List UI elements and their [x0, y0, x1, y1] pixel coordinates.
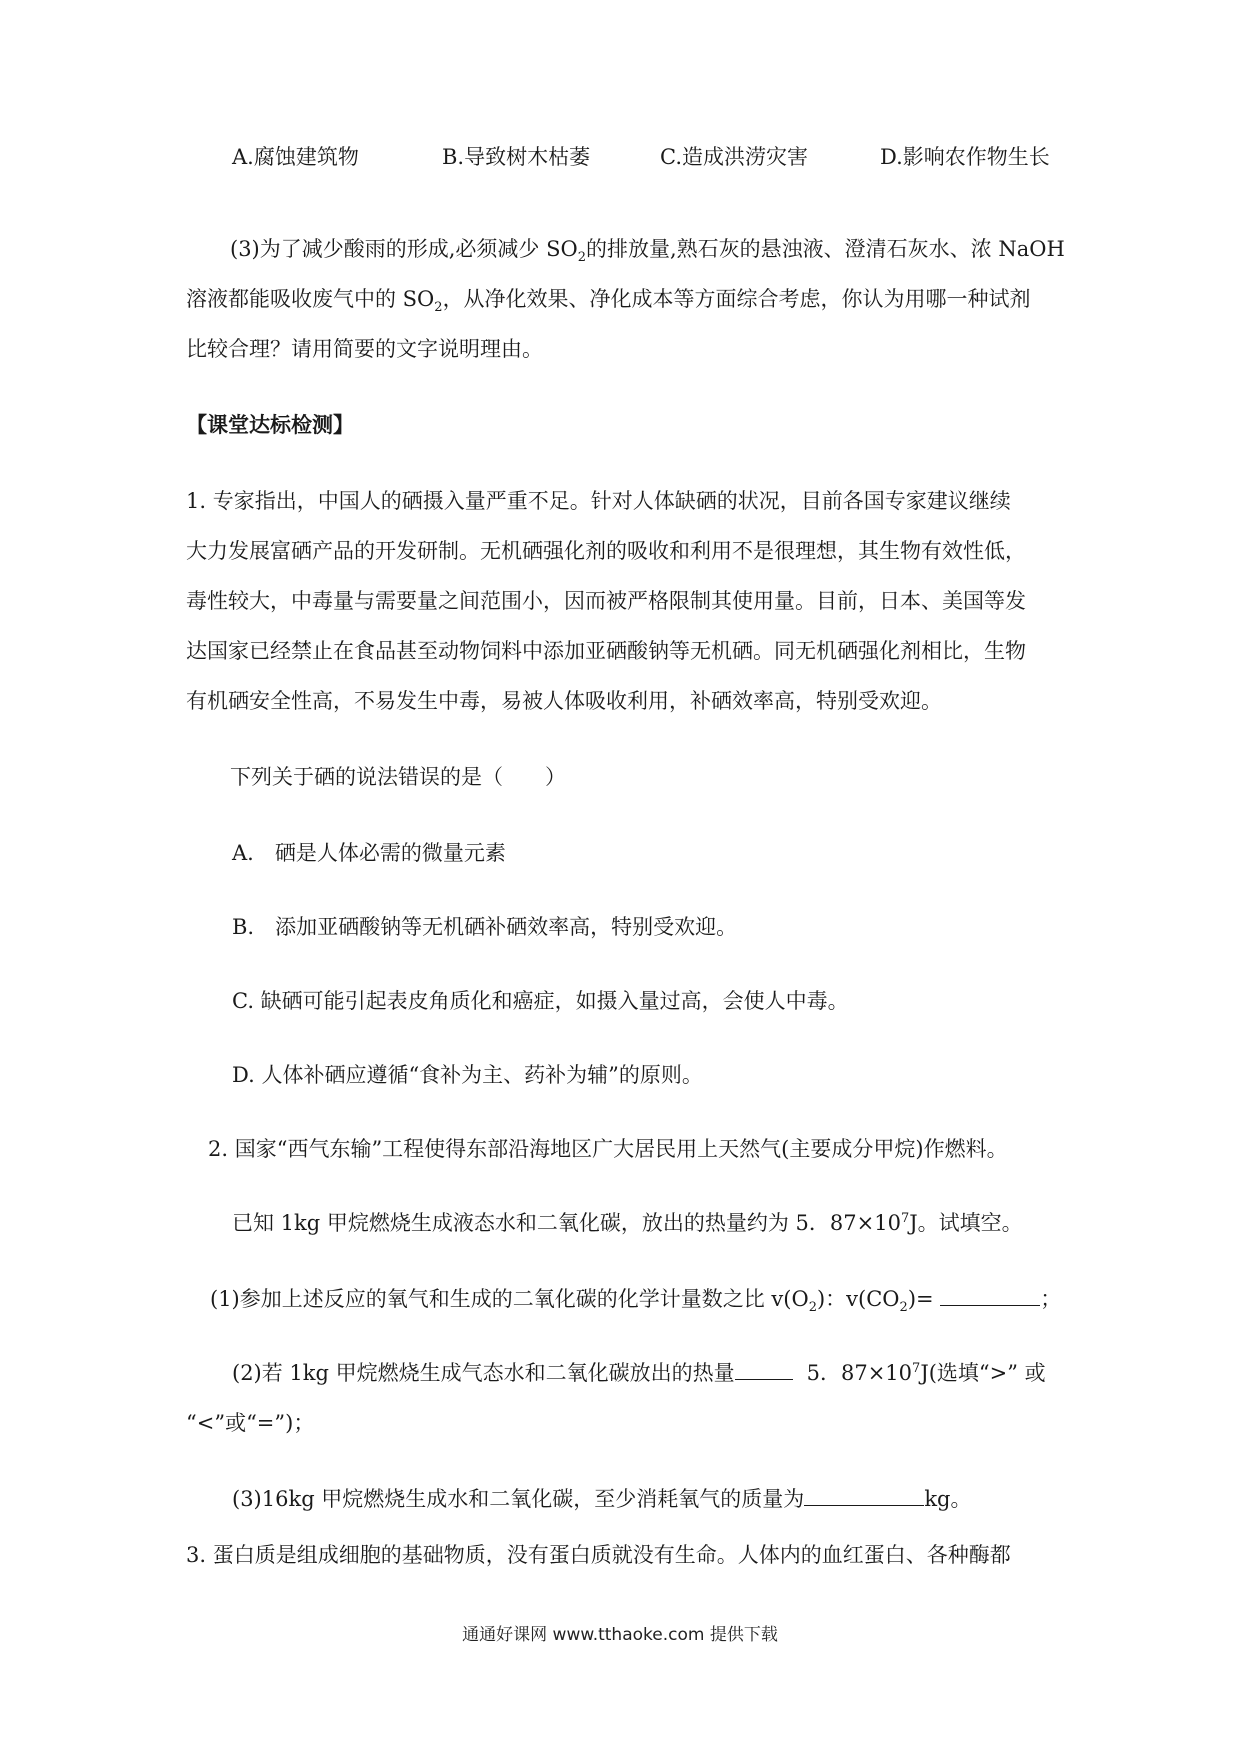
page-footer: 通通好课网 www.tthaoke.com 提供下载: [462, 1625, 778, 1645]
q1-line-5: 有机硒安全性高，不易发生中毒，易被人体吸收利用，补硒效率高，特别受欢迎。: [186, 689, 942, 713]
q2-part-1: [210, 1284, 1061, 1314]
q1-line-2: 大力发展富硒产品的开发研制。无机硒强化剂的吸收和利用不是很理想，其生物有效性低，: [186, 539, 1026, 563]
q3-line-1: 3. 蛋白质是组成细胞的基础物质，没有蛋白质就没有生命。人体内的血红蛋白、各种酶都: [186, 1543, 1011, 1567]
q1-option-d: D. 人体补硒应遵循“食补为主、药补为辅”的原则。: [232, 1063, 703, 1087]
q2-part-3: [232, 1484, 971, 1514]
subscript: 2: [577, 250, 586, 266]
q1-line-1: 1. 专家指出，中国人的硒摄入量严重不足。针对人体缺硒的状况，目前各国专家建议继续: [186, 489, 1011, 513]
prev-q3-line1: [230, 234, 1065, 264]
text: )：v(CO: [816, 1287, 900, 1311]
text: 溶液都能吸收废气中的 SO: [186, 287, 435, 311]
text: (3)16kg 甲烷燃烧生成水和二氧化碳，至少消耗氧气的质量为: [232, 1487, 805, 1511]
q1-line-4: 达国家已经禁止在食品甚至动物饲料中添加亚硒酸钠等无机硒。同无机硒强化剂相比，生物: [186, 639, 1026, 663]
subscript: 2: [434, 300, 443, 316]
superscript: 7: [900, 1211, 910, 1226]
text: 已知 1kg 甲烷燃烧生成液态水和二氧化碳，放出的热量约为 5．87×10: [232, 1211, 901, 1235]
text: (1)参加上述反应的氧气和生成的二氧化碳的化学计量数之比 v(O: [210, 1287, 809, 1311]
text: (3)为了减少酸雨的形成,必须减少 SO: [230, 237, 578, 261]
prev-q3-line3: 比较合理？请用简要的文字说明理由。: [186, 337, 543, 361]
q1-option-c: C. 缺硒可能引起表皮角质化和癌症，如摄入量过高，会使人中毒。: [232, 989, 849, 1013]
text: 5．87×10: [806, 1361, 913, 1385]
text: kg。: [924, 1487, 972, 1511]
prev-q3-line2: [186, 284, 1031, 314]
q2-line-2: [232, 1208, 1023, 1238]
text: (2)若 1kg 甲烷燃烧生成气态水和二氧化碳放出的热量: [232, 1361, 735, 1385]
q2-line-1: 2. 国家“西气东输”工程使得东部沿海地区广大居民用上天然气(主要成分甲烷)作燃料。: [208, 1137, 1008, 1161]
subscript: 2: [899, 1300, 908, 1316]
option-b: B.导致树木枯萎: [442, 145, 591, 169]
option-c: C.造成洪涝灾害: [660, 145, 808, 169]
q2-part-2-line-2: “<”或“=”)；: [186, 1411, 315, 1435]
q1-option-a: A. 硒是人体必需的微量元素: [232, 841, 506, 865]
option-a: A.腐蚀建筑物: [232, 145, 359, 169]
answer-blank-1[interactable]: [940, 1285, 1040, 1306]
answer-blank-2[interactable]: [735, 1359, 793, 1380]
answer-blank-3[interactable]: [804, 1485, 924, 1506]
option-d: D.影响农作物生长: [880, 145, 1050, 169]
section-heading: 【课堂达标检测】: [186, 413, 354, 437]
q1-option-b: B. 添加亚硒酸钠等无机硒补硒效率高，特别受欢迎。: [232, 915, 738, 939]
q2-part-2: [232, 1358, 1046, 1388]
text: ；: [1040, 1287, 1062, 1311]
text: J(选填“>” 或: [920, 1361, 1046, 1385]
text: J。试填空。: [909, 1211, 1023, 1235]
subscript: 2: [808, 1300, 817, 1316]
q1-line-3: 毒性较大，中毒量与需要量之间范围小，因而被严格限制其使用量。目前，日本、美国等发: [186, 589, 1026, 613]
q1-question: 下列关于硒的说法错误的是（ ）: [230, 765, 566, 789]
prev-question-options: [0, 142, 1240, 172]
text: 的排放量,熟石灰的悬浊液、澄清石灰水、浓 NaOH: [585, 237, 1065, 261]
text: ，从净化效果、净化成本等方面综合考虑，你认为用哪一种试剂: [442, 287, 1031, 311]
text: )=: [907, 1287, 941, 1311]
superscript: 7: [912, 1361, 921, 1376]
